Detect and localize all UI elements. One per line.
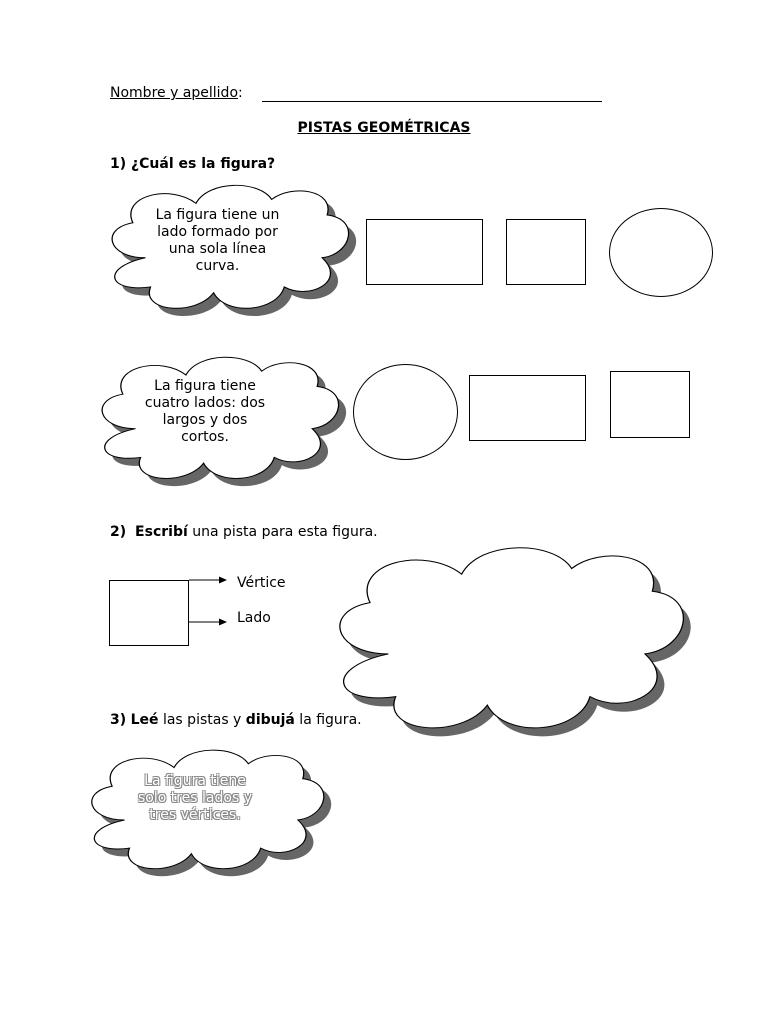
q3-heading <box>110 712 362 728</box>
clue2-line-4: cortos. <box>181 429 229 445</box>
q3-verb2: dibujá <box>245 712 295 728</box>
option-rectangle-2[interactable] <box>469 375 586 441</box>
name-label-row <box>110 85 243 101</box>
clue3-line-3: tres vértices. <box>149 807 241 823</box>
name-label: Nombre y apellido <box>110 85 239 101</box>
option-rectangle-1[interactable] <box>366 219 483 285</box>
q3-verb1: Leé <box>130 712 159 728</box>
label-vertex: Vértice <box>237 575 286 591</box>
answer-cloud[interactable] <box>315 540 700 745</box>
clue3-line-2: solo tres lados y <box>137 790 252 806</box>
name-colon: : <box>238 85 243 101</box>
q2-number: 2) <box>110 524 127 540</box>
clue-text-1 <box>120 207 315 275</box>
clue1-line-1: La figura tiene un <box>155 207 280 223</box>
clue-text-3 <box>100 773 290 824</box>
option-square-1[interactable] <box>506 219 586 285</box>
q2-heading <box>110 524 378 540</box>
name-fill-line[interactable] <box>262 101 602 102</box>
page-title: PISTAS GEOMÉTRICAS <box>297 120 471 136</box>
clue2-line-1: La figura tiene <box>154 378 256 394</box>
option-circle-1[interactable] <box>609 208 713 297</box>
arrowhead-vertex-icon <box>219 577 227 584</box>
q2-verb: Escribí <box>135 524 188 540</box>
q1-heading: 1) ¿Cuál es la figura? <box>110 156 276 172</box>
arrowhead-side-icon <box>219 619 227 626</box>
option-square-2[interactable] <box>610 371 690 438</box>
example-square <box>109 580 189 646</box>
clue2-line-2: cuatro lados: dos <box>144 395 266 411</box>
label-side: Lado <box>237 610 271 626</box>
clue-text-2 <box>110 378 300 446</box>
clue1-line-3: una sola línea <box>168 241 267 257</box>
q3-number: 3) <box>110 712 127 728</box>
q3-rest: la figura. <box>294 712 362 728</box>
arrow-icons <box>189 572 229 632</box>
clue1-line-4: curva. <box>195 258 240 274</box>
option-circle-2[interactable] <box>353 364 458 460</box>
q2-rest: una pista para esta figura. <box>187 524 378 540</box>
q3-middle: las pistas y <box>158 712 246 728</box>
clue2-line-3: largos y dos <box>162 412 248 428</box>
clue3-line-1: La figura tiene <box>144 773 246 789</box>
clue1-line-2: lado formado por <box>157 224 278 240</box>
